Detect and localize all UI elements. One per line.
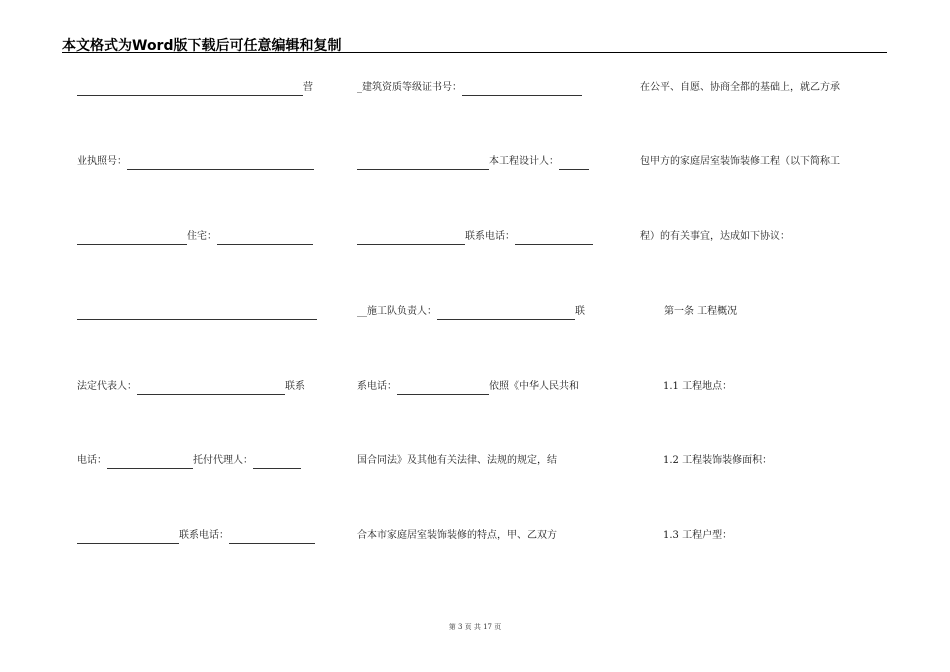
fill-blank [253, 457, 301, 469]
fill-blank [397, 383, 489, 395]
line-6 [77, 453, 301, 469]
text-run: 联系电话： [465, 231, 515, 242]
fill-blank [217, 233, 313, 245]
line-3 [77, 229, 313, 245]
line-1 [640, 80, 840, 96]
section-heading [664, 304, 737, 320]
line-5 [357, 379, 579, 395]
line-6 [357, 453, 557, 469]
fill-blank [559, 158, 589, 170]
clause-1-3 [663, 528, 732, 544]
text-run: 联系 [285, 381, 305, 392]
fill-blank [515, 233, 593, 245]
fill-blank [229, 532, 315, 544]
fill-blank [77, 308, 317, 320]
text-run: 法定代表人： [77, 381, 137, 392]
text-run: 托付代理人： [193, 455, 253, 466]
fill-blank [127, 158, 314, 170]
text-run: 住宅： [187, 231, 217, 242]
line-3 [640, 229, 790, 245]
text-run: 营 [303, 82, 313, 93]
fill-blank [77, 233, 187, 245]
fill-blank [437, 308, 575, 320]
fill-blank [77, 532, 179, 544]
line-3 [357, 229, 593, 245]
text-run: 系电话： [357, 381, 397, 392]
line-2 [77, 154, 314, 170]
line-4 [357, 304, 585, 320]
text-run: 业执照号： [77, 156, 127, 167]
line-2 [640, 154, 840, 170]
fill-blank [137, 383, 285, 395]
fill-blank [77, 84, 303, 96]
page-number: 第 3 页 共 17 页 [448, 623, 502, 631]
fill-blank [357, 158, 489, 170]
text-run: 程）的有关事宜，达成如下协议： [640, 231, 790, 242]
fill-blank [357, 233, 465, 245]
line-1 [357, 80, 582, 96]
text-run: __施工队负责人： [357, 306, 437, 317]
line-2 [357, 154, 589, 170]
text-run: 依照《中华人民共和 [489, 381, 579, 392]
line-5 [77, 379, 305, 395]
clause-1-2 [663, 453, 772, 469]
text-run: 1.2 工程装饰装修面积： [663, 455, 773, 466]
text-run: 在公平、自愿、协商全都的基础上，就乙方承 [640, 82, 840, 93]
text-run: _建筑资质等级证书号： [357, 82, 462, 93]
header-divider [62, 52, 887, 53]
text-run: 包甲方的家庭居室装饰装修工程（以下简称工 [640, 156, 840, 167]
document-header-title: 本文格式为Word版下载后可任意编辑和复制 [62, 38, 342, 54]
text-run: 电话： [77, 455, 107, 466]
text-run: 第一条 工程概况 [664, 306, 738, 317]
text-run: 合本市家庭居室装饰装修的特点，甲、乙双方 [357, 530, 557, 541]
text-run: 本工程设计人： [489, 156, 559, 167]
text-run: 1.1 工程地点： [663, 381, 733, 392]
line-7 [77, 528, 315, 544]
text-run: 联 [575, 306, 585, 317]
fill-blank [107, 457, 193, 469]
clause-1-1 [663, 379, 732, 395]
line-7 [357, 528, 557, 544]
line-1 [77, 80, 313, 96]
line-4 [77, 304, 317, 320]
text-run: 国合同法》及其他有关法律、法规的规定，结 [357, 455, 557, 466]
fill-blank [462, 84, 582, 96]
text-run: 1.3 工程户型： [663, 530, 733, 541]
text-run: 联系电话： [179, 530, 229, 541]
